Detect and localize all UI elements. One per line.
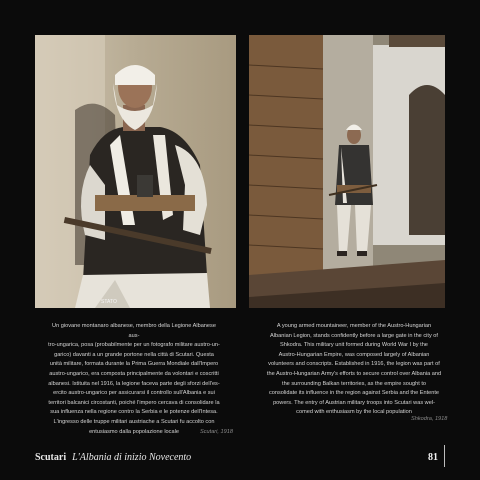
caption-english: A young armed mountaineer, member of the Austro-Hungarian Albanian Legion, stands confidently before a large gate in the city of Shkodra. This military unit formed during World War I by the Austro-Hungarian Empire, was composed largely of Albanian volunteers and conscripts. Established in 1916, the legion was part of the Austro-Hungarian Army's efforts to secure control over Albania and the surrounding Balkan territories, as the empire sought to consolidate its influence in the region against Serbia and the Entente powers. The entry of Austrian military troops into Scutari was wel- comed with enthusiasm by the local population <box>266 323 442 416</box>
folio-divider <box>444 445 445 467</box>
page-number: 81 <box>428 452 438 463</box>
place-date-english: Shkodra, 1918 <box>411 416 448 422</box>
footer-title-italic: L'Albania di inizio Novecento <box>72 452 192 463</box>
photo-mountaineer-portrait <box>35 35 236 308</box>
running-footer <box>35 452 191 463</box>
gate-scene-illustration <box>249 35 445 308</box>
place-date-italian: Scutari, 1918 <box>200 429 233 435</box>
footer-title-bold: Scutari <box>35 452 67 463</box>
caption-italian: Un giovane montanaro albanese, membro della Legione Albanese aus- tro-ungarica, posa (probabilmente per un fotografo militare austro-un- garico) davanti a un grande portone nella città di Scutari. Questa unità militare, formata durante la Prima Guerra Mondiale dall'Impero austro-ungarico, era composta principalmente da volontari e coscritti albanesi. Istituita nel 1916, la legione faceva parte degli sforzi dell'es- ercito austro-ungarico per assicurarsi il controllo sull'Albania e sui territori balcanici circostanti, poiché l'impero cercava di consolidare la sua influenza nella regione contro la Serbia e le potenze dell'Intesa. L'ingresso delle truppe militari austriache a Scutari fu accolto con entusiasmo dalla popolazione locale <box>48 323 220 435</box>
portrait-illustration <box>35 35 236 308</box>
photo-stamp: STATO <box>101 299 117 305</box>
photo-mountaineer-gate <box>249 35 445 308</box>
